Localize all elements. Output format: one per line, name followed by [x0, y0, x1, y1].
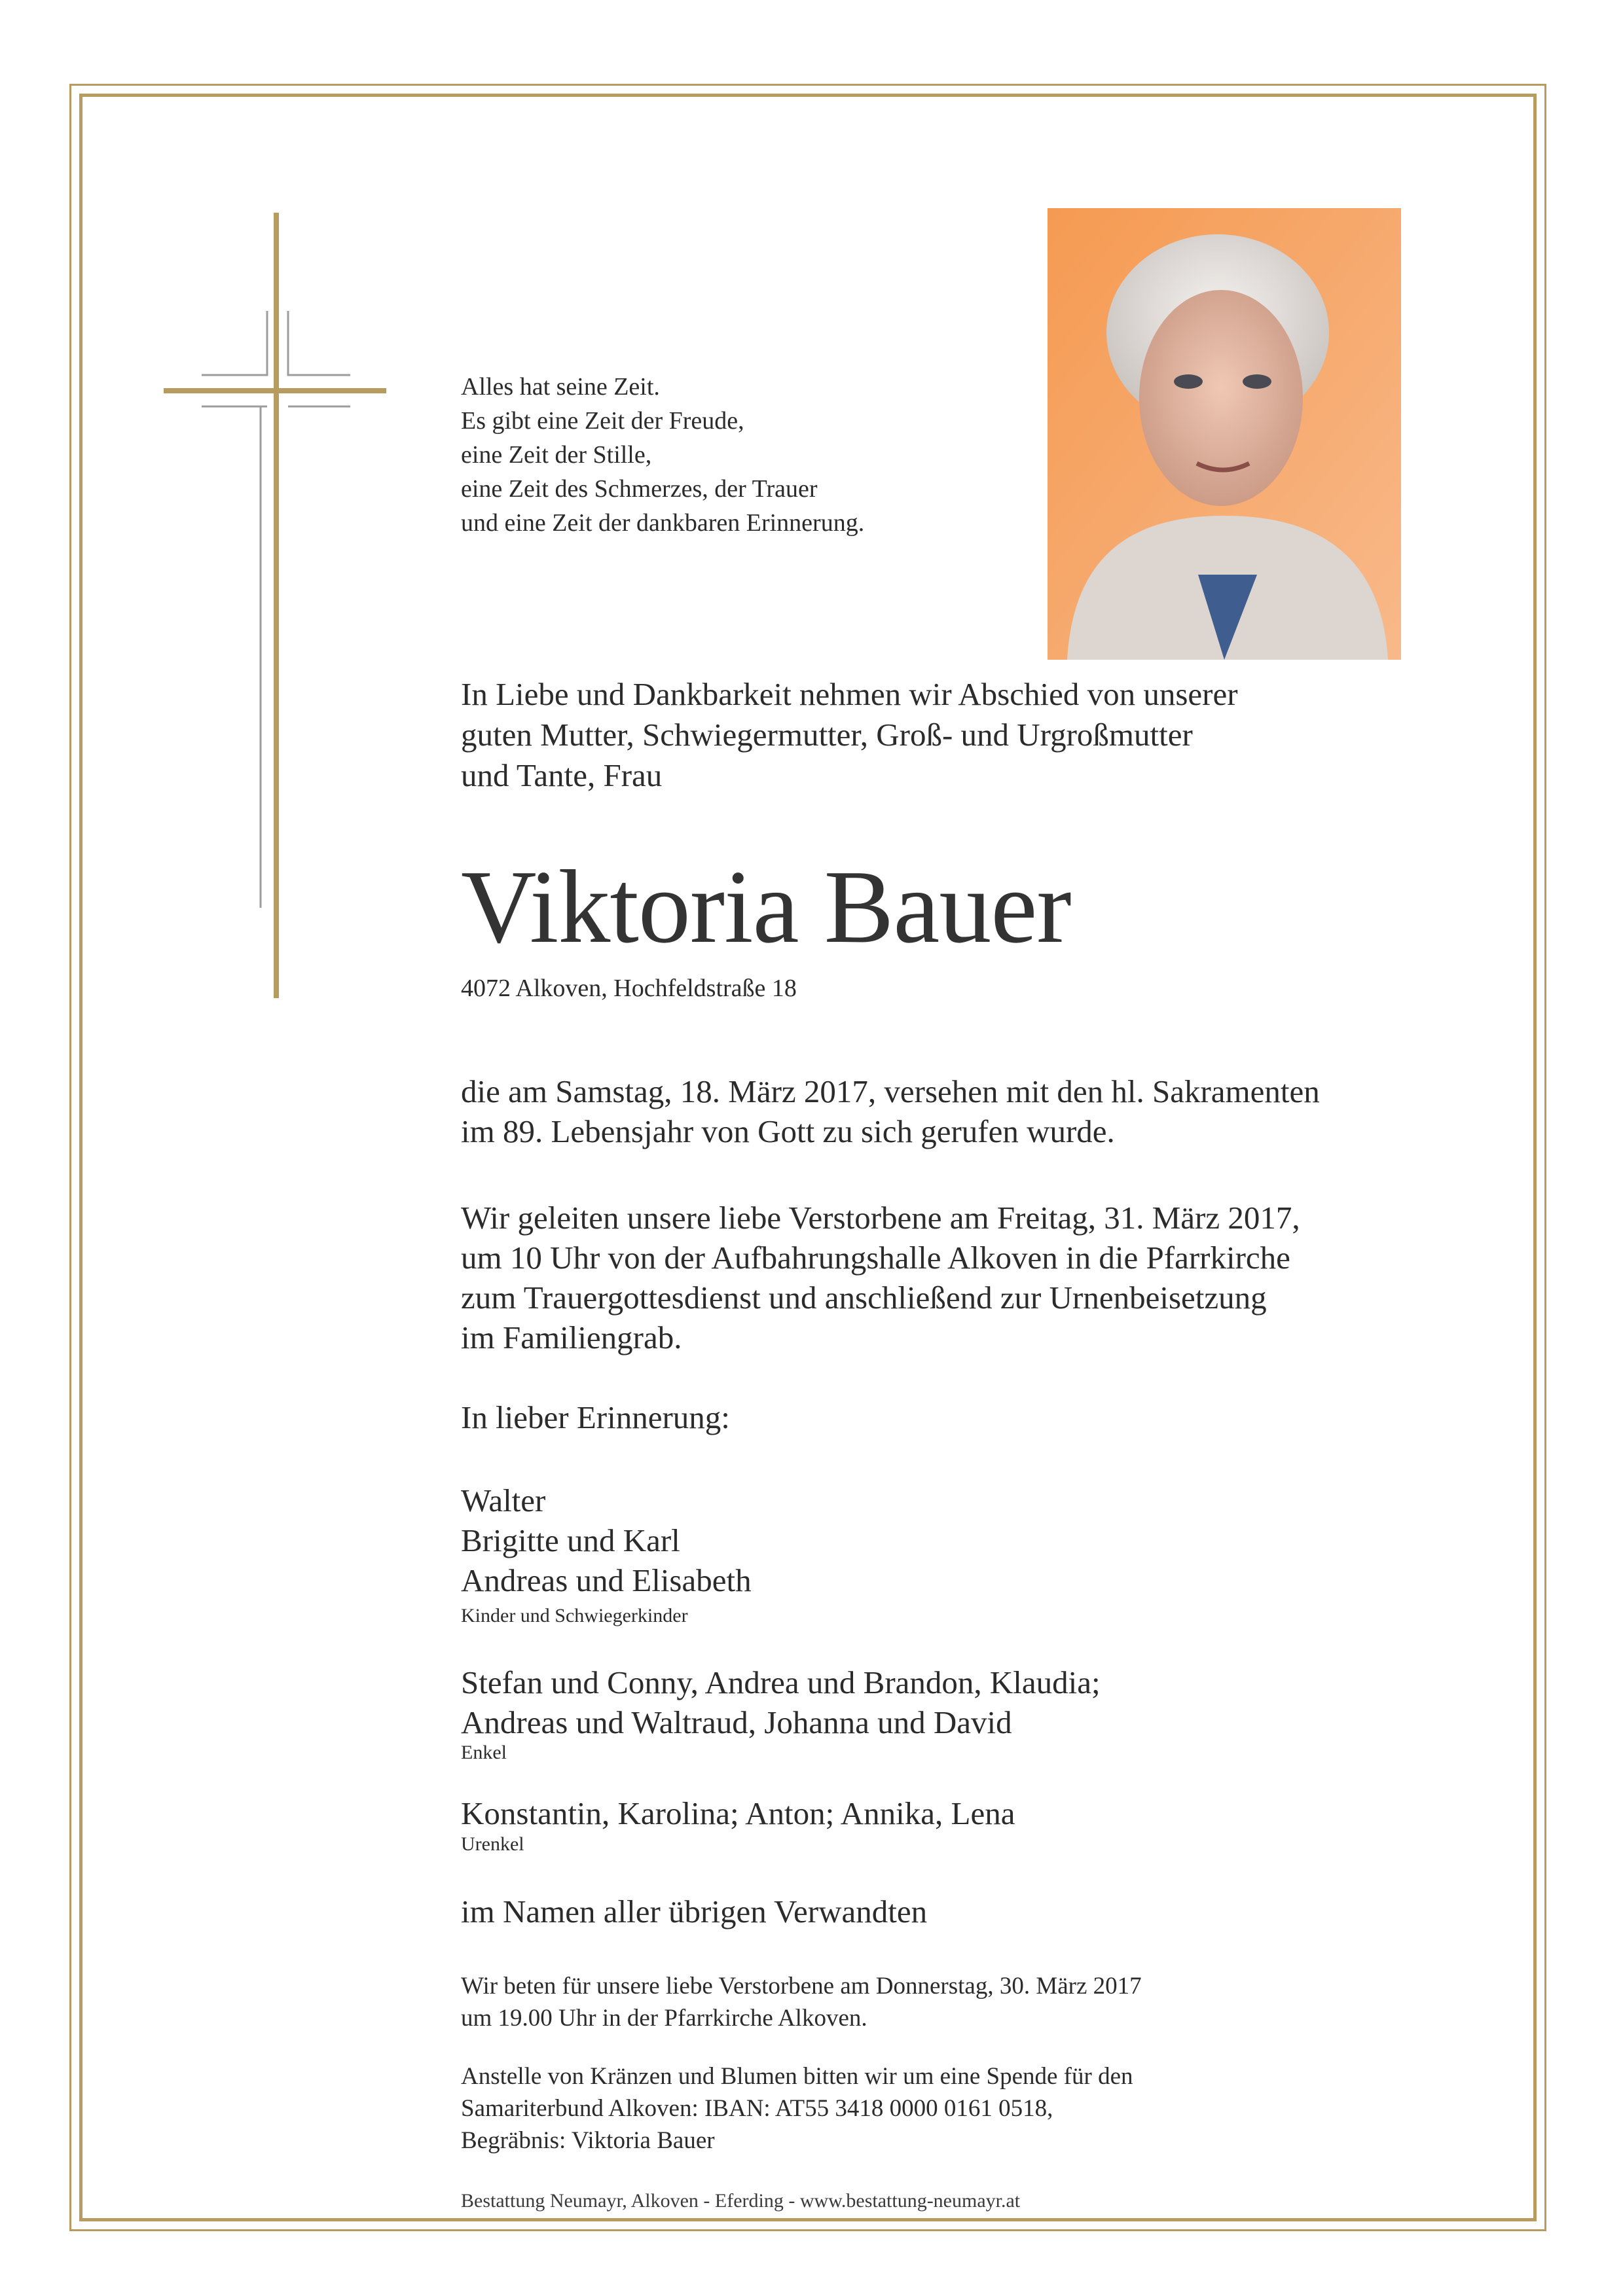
intro-line: und Tante, Frau: [461, 757, 663, 793]
family-name: Brigitte und Karl: [461, 1522, 680, 1558]
poem-line: und eine Zeit der dankbaren Erinnerung.: [461, 509, 865, 537]
funeral-line: zum Trauergottesdienst und anschließend zur Urnenbeisetzung: [461, 1280, 1267, 1316]
poem-line: Es gibt eine Zeit der Freude,: [461, 407, 744, 435]
children-names: [461, 1480, 752, 1600]
funeral-notice: [461, 1198, 1300, 1357]
death-line: im 89. Lebensjahr von Gott zu sich gerufen wurde.: [461, 1113, 1115, 1149]
prayer-line: Wir beten für unsere liebe Verstorbene am Donnerstag, 30. März 2017: [461, 1973, 1142, 2000]
poem-line: eine Zeit des Schmerzes, der Trauer: [461, 475, 818, 503]
prayer-notice: [461, 1970, 1142, 2034]
children-caption: Kinder und Schwiegerkinder: [461, 1605, 688, 1626]
poem: [461, 370, 864, 540]
donation-line: Anstelle von Kränzen und Blumen bitten wir um eine Spende für den: [461, 2063, 1133, 2090]
great-grandchildren-caption: Urenkel: [461, 1833, 524, 1855]
other-relatives: im Namen aller übrigen Verwandten: [461, 1893, 928, 1929]
intro-text: [461, 674, 1238, 796]
intro-line: In Liebe und Dankbarkeit nehmen wir Abschied von unserer: [461, 676, 1238, 712]
grandchildren-names: [461, 1662, 1101, 1742]
poem-line: Alles hat seine Zeit.: [461, 373, 660, 401]
footer-text: Bestattung Neumayr, Alkoven - Eferding - www.bestattung-neumayr.at: [461, 2190, 1021, 2212]
family-name: Walter: [461, 1482, 546, 1518]
death-notice: [461, 1071, 1320, 1151]
deceased-address: 4072 Alkoven, Hochfeldstraße 18: [461, 975, 797, 1002]
funeral-line: um 10 Uhr von der Aufbahrungshalle Alkoven in die Pfarrkirche: [461, 1240, 1290, 1276]
family-name: Andreas und Waltraud, Johanna und David: [461, 1704, 1012, 1740]
death-line: die am Samstag, 18. März 2017, versehen mit den hl. Sakramenten: [461, 1073, 1320, 1109]
cross-icon: [164, 213, 393, 998]
family-name: Stefan und Conny, Andrea und Brandon, Klaudia;: [461, 1664, 1101, 1700]
donation-notice: [461, 2060, 1133, 2157]
family-name: Konstantin, Karolina; Anton; Annika, Lena: [461, 1795, 1015, 1831]
grandchildren-caption: Enkel: [461, 1742, 507, 1763]
donation-line: Samariterbund Alkoven: IBAN: AT55 3418 0000 0161 0518,: [461, 2095, 1053, 2122]
funeral-line: im Familiengrab.: [461, 1319, 682, 1355]
great-grandchildren-names: [461, 1793, 1015, 1833]
memory-heading: In lieber Erinnerung:: [461, 1399, 730, 1435]
deceased-name: Viktoria Bauer: [461, 848, 1071, 965]
prayer-line: um 19.00 Uhr in der Pfarrkirche Alkoven.: [461, 2005, 867, 2032]
family-name: Andreas und Elisabeth: [461, 1562, 752, 1598]
funeral-line: Wir geleiten unsere liebe Verstorbene am Freitag, 31. März 2017,: [461, 1200, 1300, 1236]
poem-line: eine Zeit der Stille,: [461, 441, 652, 469]
portrait-photo: [1048, 208, 1401, 660]
donation-line: Begräbnis: Viktoria Bauer: [461, 2127, 715, 2154]
intro-line: guten Mutter, Schwiegermutter, Groß- und Urgroßmutter: [461, 717, 1193, 753]
